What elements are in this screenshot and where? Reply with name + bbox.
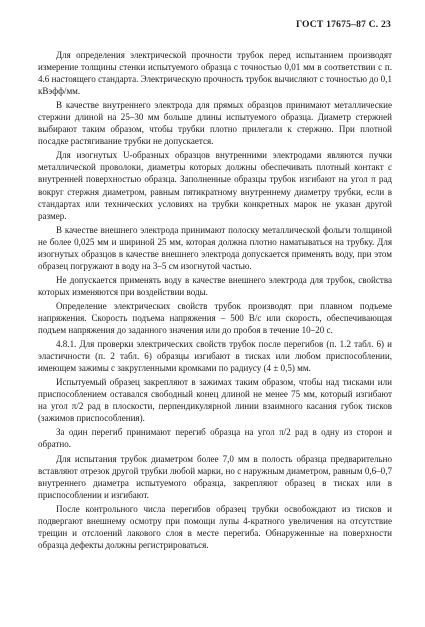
paragraph-inner-electrode-u-shaped: Для изогнутых U-образных образцов внутренними электродами являются пучки металлической проволоки, диаметры которых должны обеспечивать плотный контакт с внутренней поверхностью образца. Заполненные образцы трубок изгибают на угол π рад вокруг стержня диаметром, равным пятикратному внутреннему диаметру трубки, если в стандартах или технических условиях на трубки конкретных марок не указан другой размер. [38,150,392,221]
paragraph-sample-clamping: Испытуемый образец закрепляют в зажимах таким образом, чтобы над тисками или приспособлением оставался свободный конец длиной не менее 75 мм, который изгибают на угол π/2 рад в плоскости, перпендикулярной линии взаимного касания губок тисков (зажимов приспособления). [38,377,392,424]
paragraph-electric-strength: Для определения электрической прочности трубок перед испытанием производят измерение толщины стенки испытуемого образца с точностью 0,01 мм в соответствии с п. 4.6 настоящего стандарта. Электрическую прочность трубок вычисляют с точностью до 0,1 кВэфф/мм. [38,50,392,97]
paragraph-large-diameter: Для испытания трубок диаметром более 7,0 мм в полость образца предварительно вставляют отрезок другой трубки любой марки, но с наружным диаметром, равным 0,6–0,7 внутреннего диаметра испытуемого образца, закрепляют образец в тисках или в приспособлении и изгибают. [38,453,392,500]
page-header: ГОСТ 17675–87 С. 23 [295,19,391,30]
paragraph-water-restriction: Не допускается применять воду в качестве внешнего электрода для трубок, свойства которых изменяются при воздействии воды. [38,274,392,297]
document-body [38,49,392,551]
paragraph-4-8-1: 4.8.1. Для проверки электрических свойств трубок после перегибов (п. 1.2 табл. 6) и эластичности (п. 2 табл. 6) образцы изгибают в тисках или любом приспособлении, имеющем зажимы с закругленными кромками по радиусу (4 ± 0,5) мм. [38,339,392,374]
paragraph-outer-electrode: В качестве внешнего электрода принимают полоску металлической фольги толщиной не более 0,025 мм и шириной 25 мм, которая должна плотно наматываться на трубку. Для изогнутых образцов в качестве внешнего электрода допускается применять воду, при этом образец погружают в воду на 3–5 см изогнутой частью. [38,224,392,271]
paragraph-inner-electrode-straight: В качестве внутреннего электрода для прямых образцов принимают металлические стержни длиной на 25–30 мм больше длины испытуемого образца. Диаметр стержней выбирают таким образом, чтобы трубки плотно прилегали к стержню. При плотной посадке растягивание трубки не допускается. [38,100,392,147]
paragraph-inspection: После контрольного числа перегибов образец трубки освобождают из тисков и подвергают внешнему осмотру при помощи лупы 4-кратного увеличения на отсутствие трещин и отслоений лакового слоя в месте перегиба. Обнаруженные на поверхности образца дефекты должны регистрироваться. [38,503,392,550]
paragraph-voltage-rise: Определение электрических свойств трубок производят при плавном подъеме напряжения. Скорость подъема напряжения – 500 В/с или скорость, обеспечивающая подъем напряжения до заданного значения или до пробоя в течение 10–20 с. [38,300,392,336]
paragraph-one-bend-definition: За один перегиб принимают перегиб образца на угол π/2 рад в одну из сторон и обратно. [38,427,392,450]
